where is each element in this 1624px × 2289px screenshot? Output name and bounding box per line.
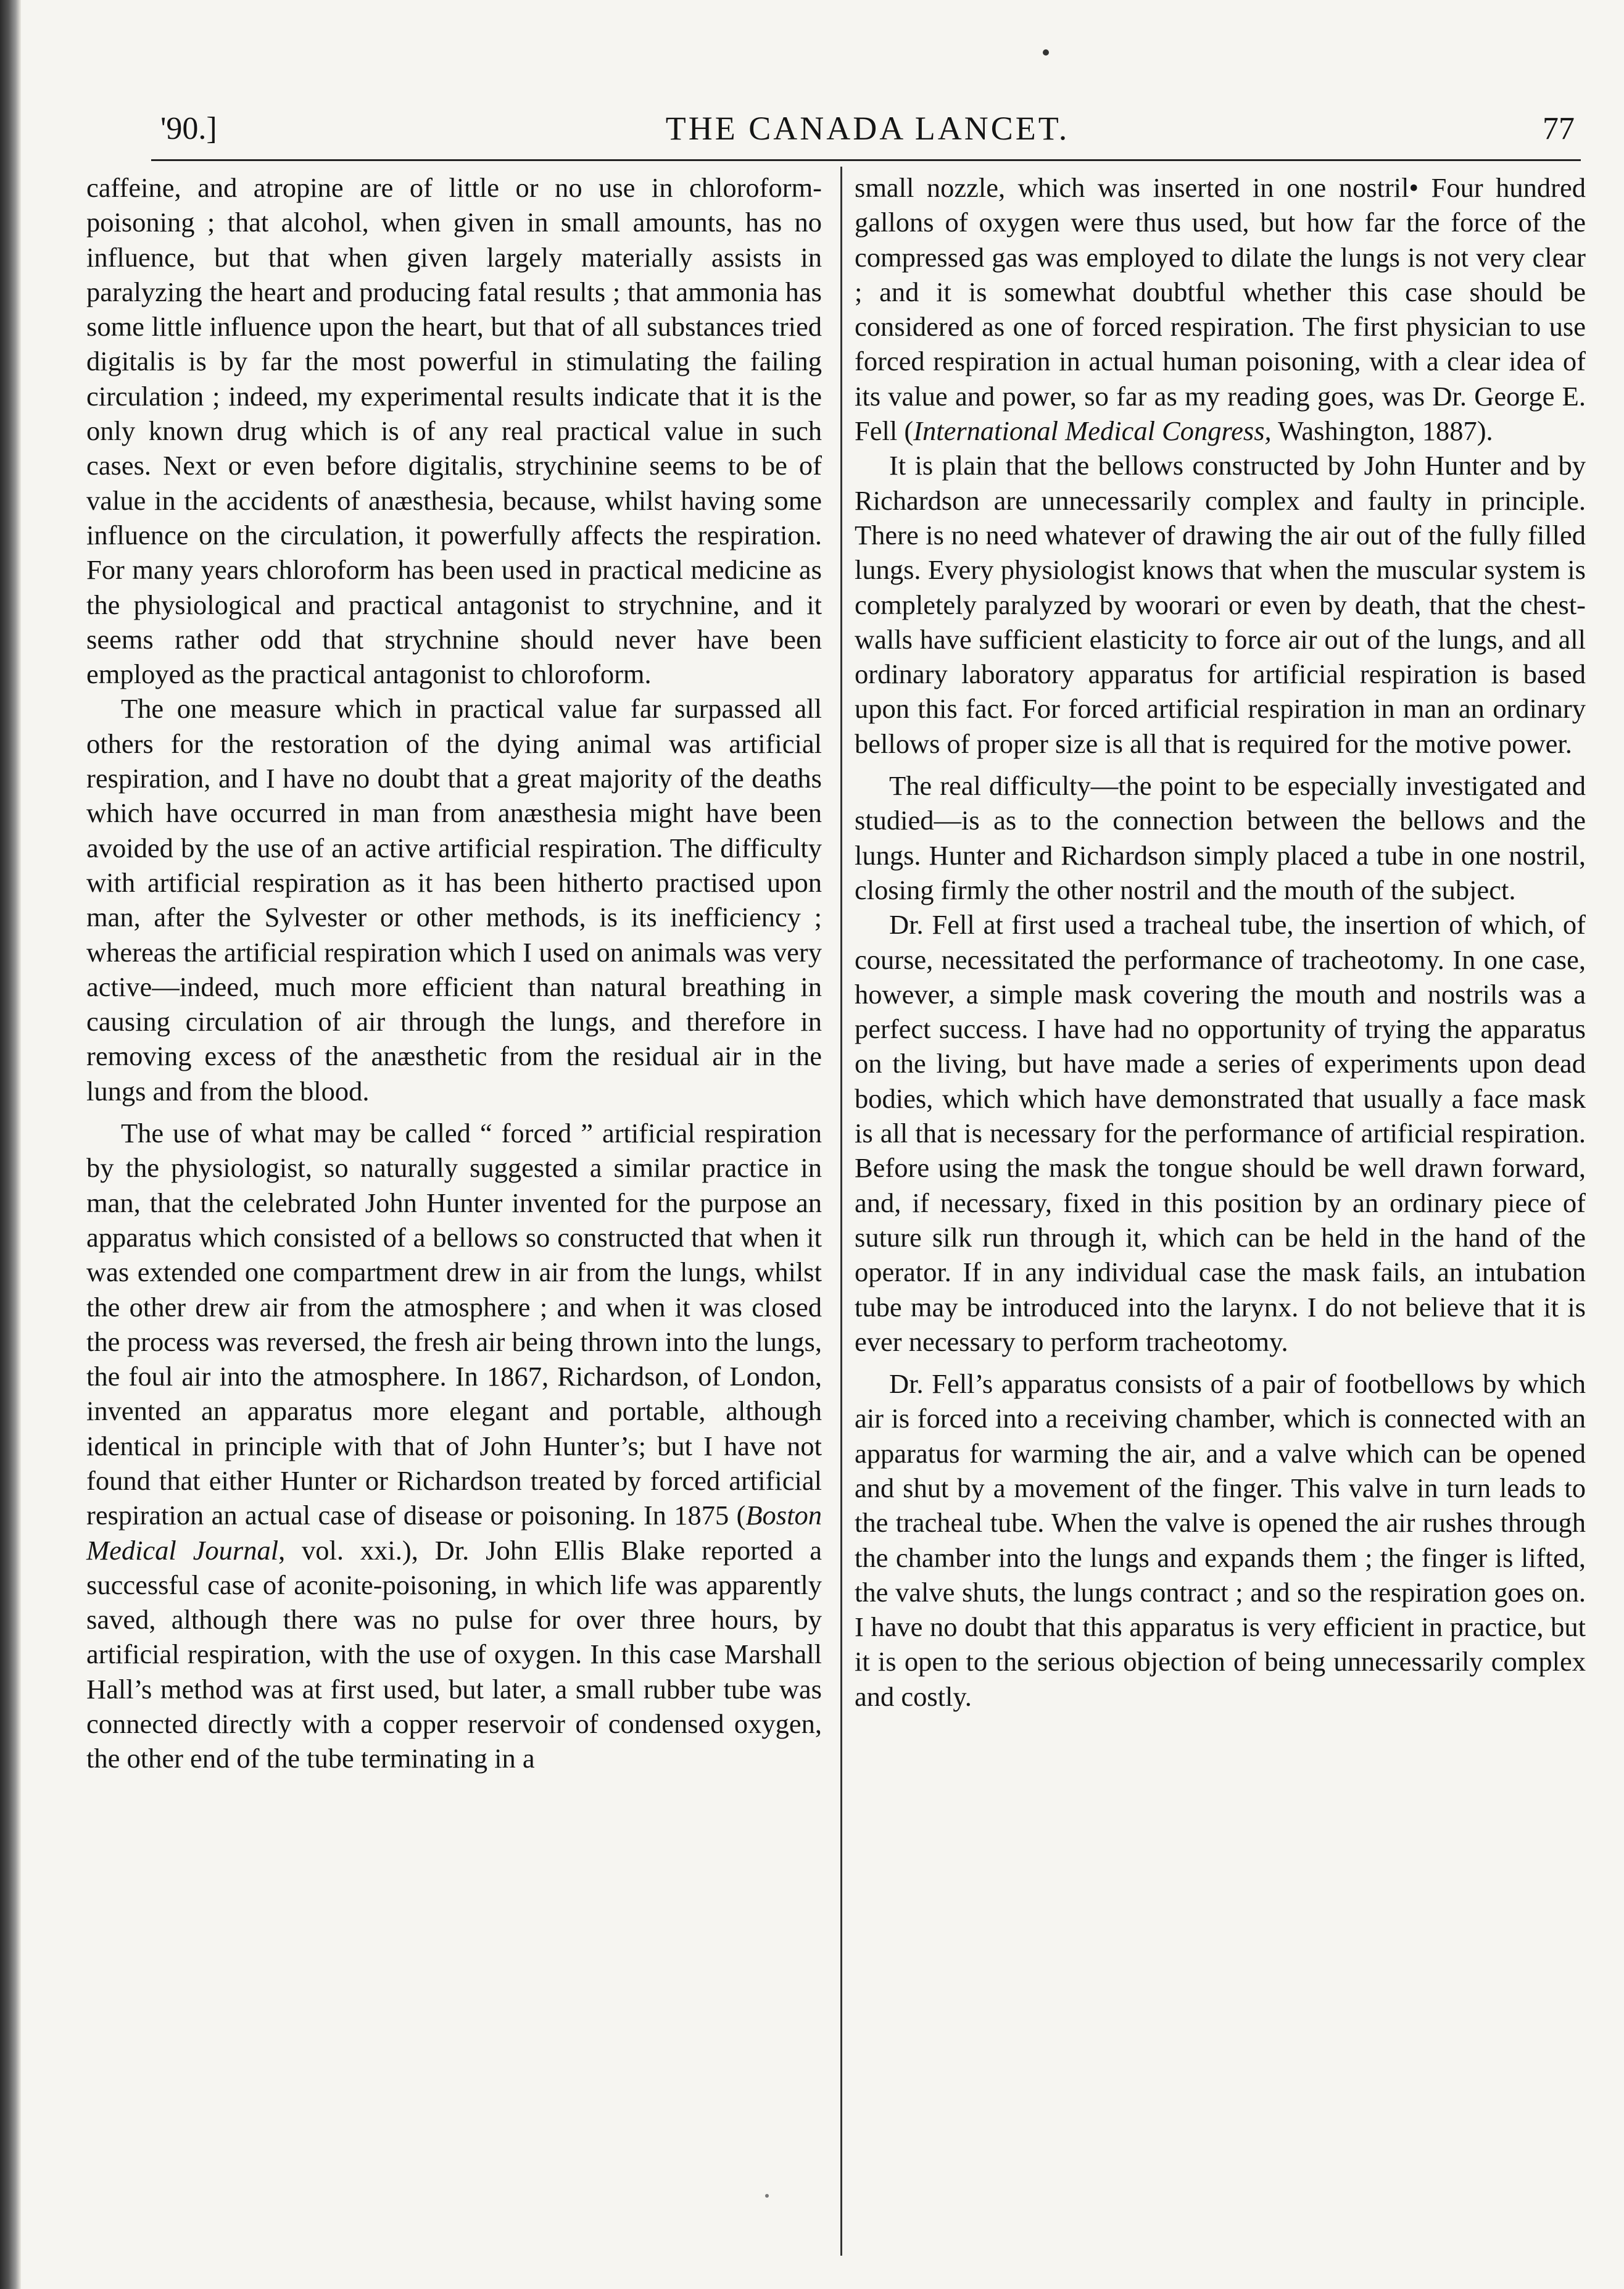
book-spine-edge <box>0 0 21 2289</box>
left-column <box>86 170 822 2269</box>
header-date: '90.] <box>160 110 217 146</box>
ink-dot <box>1043 49 1049 56</box>
column-divider <box>840 167 842 2256</box>
page-header <box>160 104 1575 153</box>
journal-title: THE CANADA LANCET. <box>665 110 1070 147</box>
right-column <box>855 170 1586 2269</box>
paragraph <box>86 1116 822 1776</box>
journal-citation: International Medical Congress, <box>913 415 1272 447</box>
paragraph: It is plain that the bellows constructed by John Hunter and by Richardson are unnecessarily complex and faulty in principle. There is no need whatever of drawing the air out of the fully filled lungs. Every physiologist knows that when the muscular system is completely paralyzed by woorari or even by death, that the chest-walls have sufficient elasticity to force air out of the lungs, and all ordinary laboratory apparatus for artificial respiration is based upon this fact. For forced artificial respiration in man an ordinary bellows of proper size is all that is required for the motive power. <box>855 450 1586 759</box>
paragraph: caffeine, and atropine are of little or no use in chloroform-poisoning ; that alcohol, when given in small amounts, has no influence, but that when given largely materially assists in paralyzing the heart and producing fatal results ; that ammonia has some little influence upon the heart, but that of all substances tried digitalis is by far the most powerful in stimulating the failing circulation ; indeed, my experimental results indicate that it is the only known drug which is of any real practical value in such cases. Next or even before digitalis, strychinine seems to be of value in the accidents of anæsthesia, because, whilst having some influence on the circulation, it powerfully affects the respiration. For many years chloroform has been used in practical medicine as the physiological and practical antagonist to strychnine, and it seems rather odd that strychnine should never have been employed as the practical antagonist to chloroform. <box>86 172 822 690</box>
print-speck <box>765 2194 769 2198</box>
paragraph-text: , vol. xxi.), Dr. John Ellis Blake reported a successful case of aconite-poisoning, in which life was apparently saved, although there was no pulse for over three hours, by artificial respiration, with the use of oxygen. In this case Marshall Hall’s method was at first used, but later, a small rubber tube was connected directly with a copper reservoir of condensed oxygen, the other end of the tube terminating in a <box>86 1534 822 1774</box>
paragraph <box>855 170 1586 448</box>
page-number: 77 <box>1543 110 1575 146</box>
paragraph: Dr. Fell’s apparatus consists of a pair of footbellows by which air is forced into a receiving chamber, which is connected with an apparatus for warming the air, and a valve which can be opened and shut by a movement of the finger. This valve in turn leads to the tracheal tube. When the valve is opened the air rushes through the chamber into the lungs and expands them ; the finger is lifted, the valve shuts, the lungs contract ; and so the respiration goes on. I have no doubt that this apparatus is very efficient in practice, but it is open to the serious objection of being unnecessarily complex and costly. <box>855 1368 1586 1712</box>
paragraph: The one measure which in practical value far surpassed all others for the restoration of the dying animal was artificial respiration, and I have no doubt that a great majority of the deaths which have occurred in man from anæsthesia might have been avoided by the use of an active artificial respiration. The difficulty with artificial respiration as it has been hitherto practised upon man, after the Sylvester or other methods, is its inefficiency ; whereas the artificial respiration which I used on animals was very active—indeed, much more efficient than natural breathing in causing circulation of air through the lungs, and therefore in removing excess of the anæsthetic from the residual air in the lungs and from the blood. <box>86 693 822 1107</box>
paragraph-text: Washington, 1887). <box>1271 415 1493 447</box>
header-rule <box>151 159 1581 161</box>
paragraph: Dr. Fell at first used a tracheal tube, the insertion of which, of course, necessitated the performance of tracheotomy. In one case, however, a simple mask covering the mouth and nostrils was a perfect success. I have had no opportunity of trying the apparatus on the living, but have made a series of experiments upon dead bodies, which which have demonstrated that usually a face mask is all that is necessary for the performance of artificial respiration. Before using the mask the tongue should be well drawn forward, and, if necessary, fixed in this position by an ordinary piece of suture silk run through it, which can be held in the hand of the operator. If in any individual case the mask fails, an intubation tube may be introduced into the larynx. I do not believe that it is ever necessary to perform tracheotomy. <box>855 909 1586 1357</box>
paragraph: The real difficulty—the point to be especially investigated and studied—is as to the connection between the bellows and the lungs. Hunter and Richardson simply placed a tube in one nostril, closing firmly the other nostril and the mouth of the subject. <box>855 770 1586 905</box>
paragraph-text: The use of what may be called “ forced ” artificial respiration by the physiologist, so naturally suggested a similar practice in man, that the celebrated John Hunter invented for the purpose an apparatus which consisted of a bellows so constructed that when it was extended one compartment drew in air from the lungs, whilst the other drew air from the atmosphere ; and when it was closed the process was reversed, the fresh air being thrown into the lungs, the foul air into the atmosphere. In 1867, Richardson, of London, invented an apparatus more elegant and portable, although identical in principle with that of John Hunter’s; but I have not found that either Hunter or Richardson treated by forced artificial respiration an actual case of disease or poisoning. In 1875 ( <box>86 1118 822 1531</box>
journal-citation: Boston Medical Journal <box>86 1500 822 1566</box>
paragraph-text: small nozzle, which was inserted in one nostril• Four hundred gallons of oxygen were thus used, but how far the force of the compressed gas was employed to dilate the lungs is not very clear ; and it is somewhat doubtful whether this case should be considered as one of forced respiration. The first physician to use forced respiration in actual human poisoning, with a clear idea of its value and power, so far as my reading goes, was Dr. George E. Fell ( <box>855 172 1586 447</box>
